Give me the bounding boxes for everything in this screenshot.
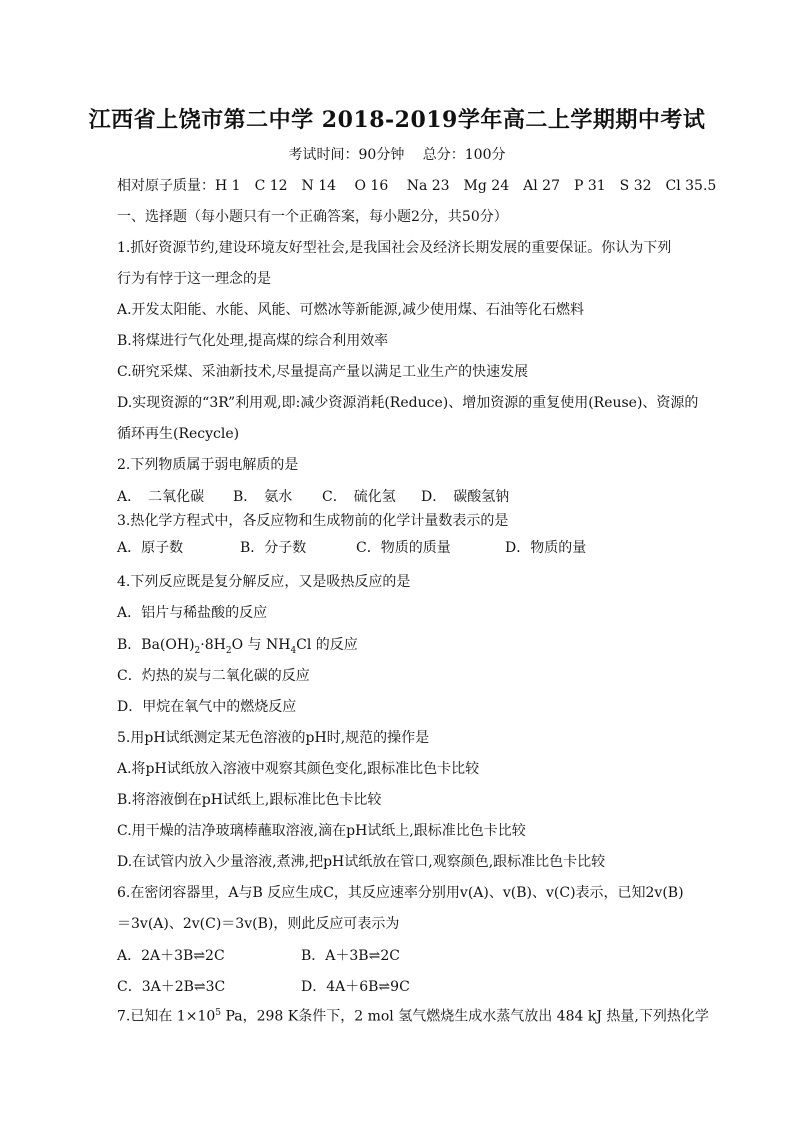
q6-option-d: D．4A＋6B⇌9C: [301, 979, 410, 995]
q4-b-prefix: B．Ba(OH): [117, 637, 195, 653]
q7-stem-sup: 5: [215, 1008, 221, 1018]
q6-option-a: A．2A＋3B⇌2C: [117, 948, 225, 964]
exam-info: 考试时间：90分钟 总分：100分: [288, 147, 506, 163]
q4-b-sub3: 4: [290, 645, 297, 656]
q1-stem-line2: 行为有悖于这一理念的是: [117, 271, 271, 287]
q4-option-b: [117, 635, 358, 661]
q1-stem-line1: 1.抓好资源节约,建设环境友好型社会,是我国社会及经济长期发展的重要保证。你认为下列: [117, 240, 672, 256]
q5-option-a: A.将pH试纸放入溶液中观察其颜色变化,跟标准比色卡比较: [117, 761, 480, 777]
q4-b-suffix: Cl 的反应: [296, 637, 358, 653]
q6-stem-line2: ＝3v(A)、2v(C)＝3v(B)，则此反应可表示为: [117, 916, 400, 932]
q4-option-d: D．甲烷在氧气中的燃烧反应: [117, 699, 297, 715]
q1-option-d-line1: D.实现资源的“3R”利用观,即:减少资源消耗(Reduce)、增加资源的重复使用(Reuse)、资源的: [117, 395, 699, 411]
q3-option-d: D．物质的量: [505, 540, 587, 556]
atomic-mass-line: 相对原子质量：H 1 C 12 N 14 O 16 Na 23 Mg 24 Al 27 P 31 S 32 Cl 35.5: [117, 178, 717, 194]
q2-stem: 2.下列物质属于弱电解质的是: [117, 457, 299, 473]
q7-stem-prefix: 7.已知在 1×10: [117, 1008, 216, 1025]
section-heading: 一、选择题（每小题只有一个正确答案，每小题2分，共50分）: [117, 209, 508, 225]
q7-stem-suffix: Pa，298 K条件下，2 mol 氢气燃烧生成水蒸气放出 484 kJ 热量,下列热化学: [221, 1008, 709, 1025]
q1-option-d-line2: 循环再生(Recycle): [117, 426, 240, 442]
q6-option-c: C．3A＋2B⇌3C: [117, 979, 226, 995]
q7-stem: [117, 1003, 709, 1027]
q1-option-a: A.开发太阳能、水能、风能、可燃冰等新能源,减少使用煤、石油等化石燃料: [117, 302, 585, 318]
q4-b-sub2: 2: [225, 645, 232, 656]
q5-option-c: C.用干燥的洁净玻璃棒蘸取溶液,滴在pH试纸上,跟标准比色卡比较: [117, 823, 526, 839]
q1-option-c: C.研究采煤、采油新技术,尽量提高产量以满足工业生产的快速发展: [117, 364, 529, 380]
q5-stem: 5.用pH试纸测定某无色溶液的pH时,规范的操作是: [117, 730, 430, 746]
q3-option-a: A．原子数: [117, 540, 184, 556]
q1-option-b: B.将煤进行气化处理,提高煤的综合利用效率: [117, 333, 389, 349]
q3-option-c: C．物质的质量: [356, 540, 451, 556]
q4-stem: 4.下列反应既是复分解反应，又是吸热反应的是: [117, 574, 411, 590]
q3-stem: 3.热化学方程式中，各反应物和生成物前的化学计量数表示的是: [117, 513, 509, 529]
q6-stem-line1: 6.在密闭容器里，A与B 反应生成C，其反应速率分别用v(A)、v(B)、v(C)表示，已知2v(B): [117, 885, 684, 901]
exam-title: 江西省上饶市第二中学 2018-2019学年高二上学期期中考试: [88, 107, 706, 133]
q3-option-b: B．分子数: [240, 540, 307, 556]
q4-b-mid: ·8H: [200, 637, 226, 653]
q4-b-sub1: 2: [194, 645, 201, 656]
q6-option-b: B．A＋3B⇌2C: [301, 948, 400, 964]
q4-option-c: C．灼热的炭与二氧化碳的反应: [117, 668, 310, 684]
q5-option-b: B.将溶液倒在pH试纸上,跟标准比色卡比较: [117, 792, 382, 808]
q5-option-d: D.在试管内放入少量溶液,煮沸,把pH试纸放在管口,观察颜色,跟标准比色卡比较: [117, 854, 606, 870]
q2-option-b: B． 氨水: [233, 489, 293, 505]
q2-option-a: A． 二氧化碳: [117, 489, 205, 505]
q2-option-d: D． 碳酸氢钠: [421, 489, 510, 505]
q4-b-mid2: O 与 NH: [231, 637, 291, 653]
q2-option-c: C． 硫化氢: [322, 489, 396, 505]
q4-option-a: A．铝片与稀盐酸的反应: [117, 605, 268, 621]
